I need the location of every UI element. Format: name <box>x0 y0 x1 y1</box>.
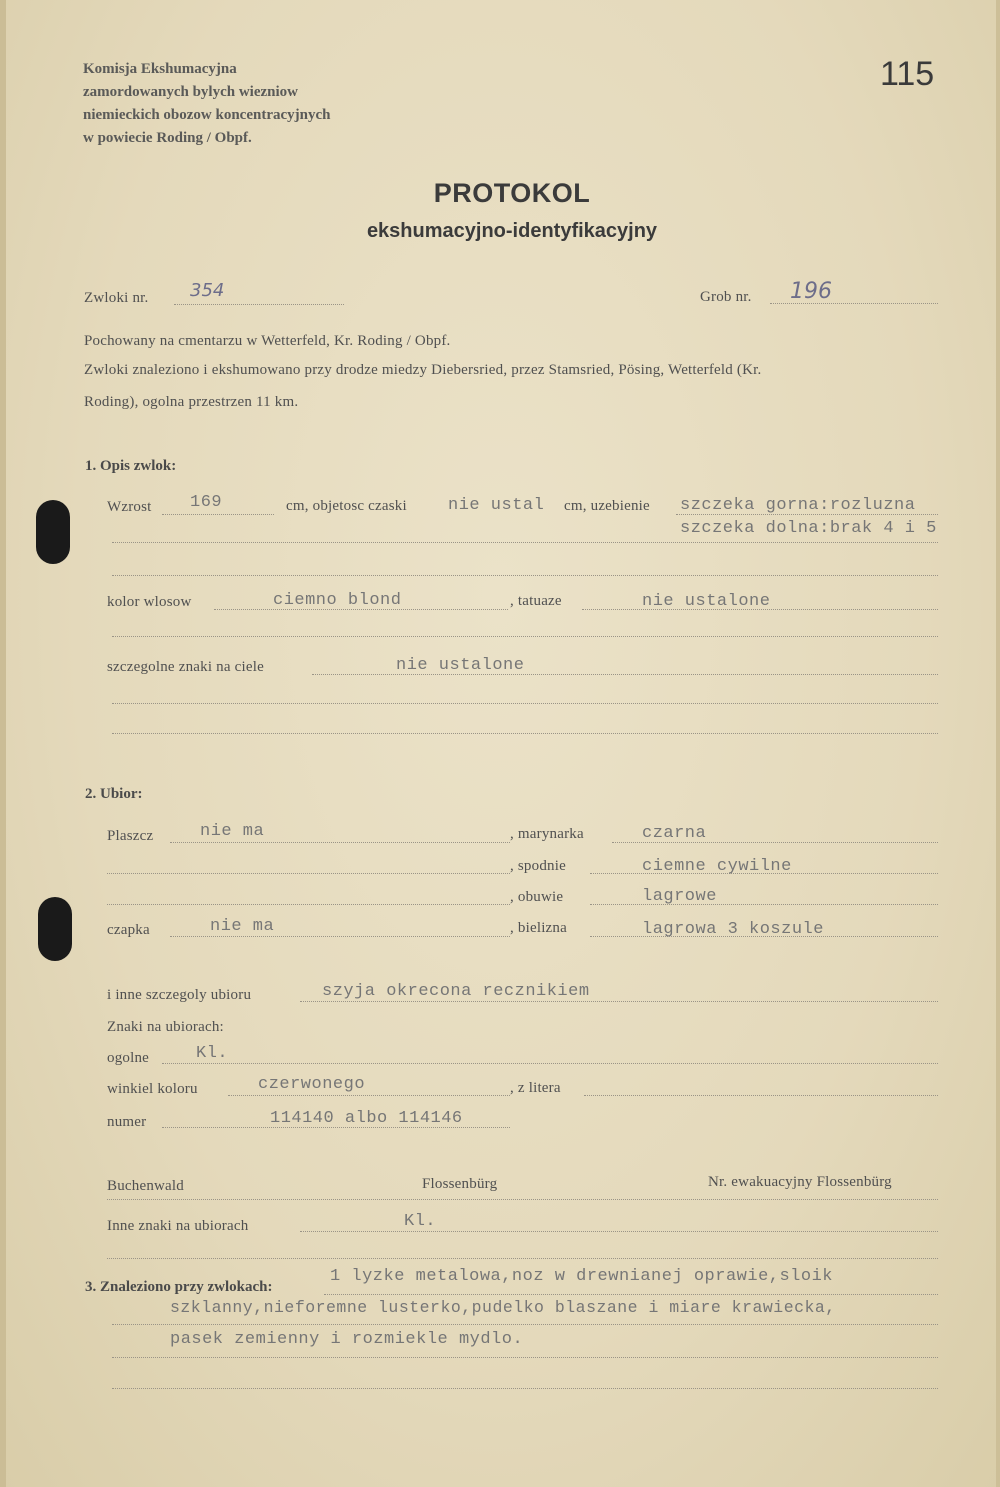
znaki-value: nie ustalone <box>396 656 525 675</box>
z-litera-label: , z litera <box>510 1080 561 1096</box>
found-items-line-1: 1 lyzke metalowa,noz w drewnianej oprawie,sloik <box>330 1267 833 1286</box>
wzrost-label: Wzrost <box>107 499 152 515</box>
intro-line-1: Pochowany na cmentarzu w Wetterfeld, Kr. Roding / Obpf. <box>84 333 451 349</box>
inne-znaki-value: Kl. <box>404 1212 437 1231</box>
bielizna-label: , bielizna <box>510 920 567 936</box>
grob-label: Grob nr. <box>700 289 752 305</box>
uzebienie-line-2: szczeka dolna:brak 4 i 5 <box>680 519 937 538</box>
tatuaze-value: nie ustalone <box>642 592 771 611</box>
znaki-ubiorach-label: Znaki na ubiorach: <box>107 1019 224 1035</box>
ogolne-label: ogolne <box>107 1050 150 1066</box>
spodnie-label: , spodnie <box>510 858 566 874</box>
marynarka-label: , marynarka <box>510 826 584 842</box>
winkiel-value: czerwonego <box>258 1075 366 1094</box>
intro-line-2: Zwloki znaleziono i ekshumowano przy drodze miedzy Diebersried, przez Stamsried, Pösing, Wetterfeld (Kr. <box>84 362 762 378</box>
buchenwald-label: Buchenwald <box>107 1178 184 1194</box>
obuwie-blank-line <box>107 904 510 905</box>
ewakuacyjny-label: Nr. ewakuacyjny Flossenbürg <box>708 1174 892 1190</box>
obuwie-label: , obuwie <box>510 889 564 905</box>
opis-blank-line-4 <box>112 703 938 704</box>
commission-line-3: niemieckich obozow koncentracyjnych <box>83 107 331 123</box>
ubior-blank-line <box>107 1258 938 1259</box>
inne-line <box>300 1001 938 1002</box>
section-1-heading: 1. Opis zwlok: <box>85 458 177 474</box>
wzrost-line <box>162 514 274 515</box>
zwloki-label: Zwloki nr. <box>84 290 149 306</box>
tatuaze-label: , tatuaze <box>510 593 562 609</box>
plaszcz-value: nie ma <box>200 822 265 841</box>
found-line-3 <box>112 1357 938 1358</box>
found-items-line-2: szklanny,nieforemne lusterko,pudelko blaszane i miare krawiecka, <box>170 1298 836 1317</box>
winkiel-label: winkiel koloru <box>107 1081 198 1097</box>
numer-value: 114140 albo 114146 <box>270 1109 463 1128</box>
found-line-2 <box>112 1324 938 1325</box>
uzebienie-line-1: szczeka gorna:rozluzna <box>680 496 916 515</box>
winkiel-line <box>228 1095 510 1096</box>
ogolne-value: Kl. <box>196 1044 229 1063</box>
opis-blank-line-1 <box>112 542 938 543</box>
czapka-value: nie ma <box>210 917 275 936</box>
commission-header <box>83 58 330 150</box>
found-line-4 <box>112 1388 938 1389</box>
document-subtitle: ekshumacyjno-identyfikacyjny <box>366 220 658 242</box>
wzrost-value: 169 <box>190 493 223 512</box>
document-title: PROTOKOL <box>433 178 591 208</box>
marynarka-value: czarna <box>642 824 707 843</box>
zwloki-line <box>174 304 344 305</box>
punch-hole-bottom <box>38 897 72 961</box>
inne-label: i inne szczegoly ubioru <box>107 987 252 1003</box>
czaszka-label: cm, objetosc czaski <box>286 498 407 514</box>
czaszka-value: nie ustal <box>448 496 545 515</box>
bielizna-value: lagrowa 3 koszule <box>642 920 824 939</box>
znaki-label: szczegolne znaki na ciele <box>107 659 264 675</box>
found-items-line-3: pasek zemienny i rozmiekle mydlo. <box>170 1330 524 1349</box>
section-3-heading: 3. Znaleziono przy zwlokach: <box>85 1279 273 1295</box>
opis-blank-line-2 <box>112 575 938 576</box>
intro-line-3: Roding), ogolna przestrzen 11 km. <box>84 394 299 410</box>
inne-value: szyja okrecona recznikiem <box>322 982 590 1001</box>
inne-znaki-line <box>300 1231 938 1232</box>
commission-line-1: Komisja Ekshumacyjna <box>83 61 237 77</box>
uzebienie-label: cm, uzebienie <box>564 498 650 514</box>
kolor-value: ciemno blond <box>273 591 402 610</box>
page-number: 115 <box>880 55 935 93</box>
commission-line-4: w powiecie Roding / Obpf. <box>83 130 252 146</box>
found-line-1 <box>324 1294 938 1295</box>
spodnie-value: ciemne cywilne <box>642 857 792 876</box>
ogolne-line <box>162 1063 938 1064</box>
opis-blank-line-5 <box>112 733 938 734</box>
section-2-heading: 2. Ubior: <box>85 786 143 802</box>
flossenburg-label: Flossenbürg <box>422 1176 498 1192</box>
grob-value: 196 <box>790 279 832 304</box>
camps-line <box>107 1199 938 1200</box>
czapka-label: czapka <box>107 922 150 938</box>
punch-hole-top <box>36 500 70 564</box>
commission-line-2: zamordowanych bylych wiezniow <box>83 84 298 100</box>
numer-label: numer <box>107 1114 147 1130</box>
z-litera-line <box>584 1095 938 1096</box>
zwloki-value: 354 <box>190 280 225 301</box>
czapka-line <box>170 936 510 937</box>
spodnie-blank-line <box>107 873 510 874</box>
plaszcz-label: Plaszcz <box>107 828 154 844</box>
obuwie-value: lagrowe <box>642 887 717 906</box>
kolor-label: kolor wlosow <box>107 594 192 610</box>
plaszcz-line <box>170 842 510 843</box>
inne-znaki-label: Inne znaki na ubiorach <box>107 1218 249 1234</box>
opis-blank-line-3 <box>112 636 938 637</box>
